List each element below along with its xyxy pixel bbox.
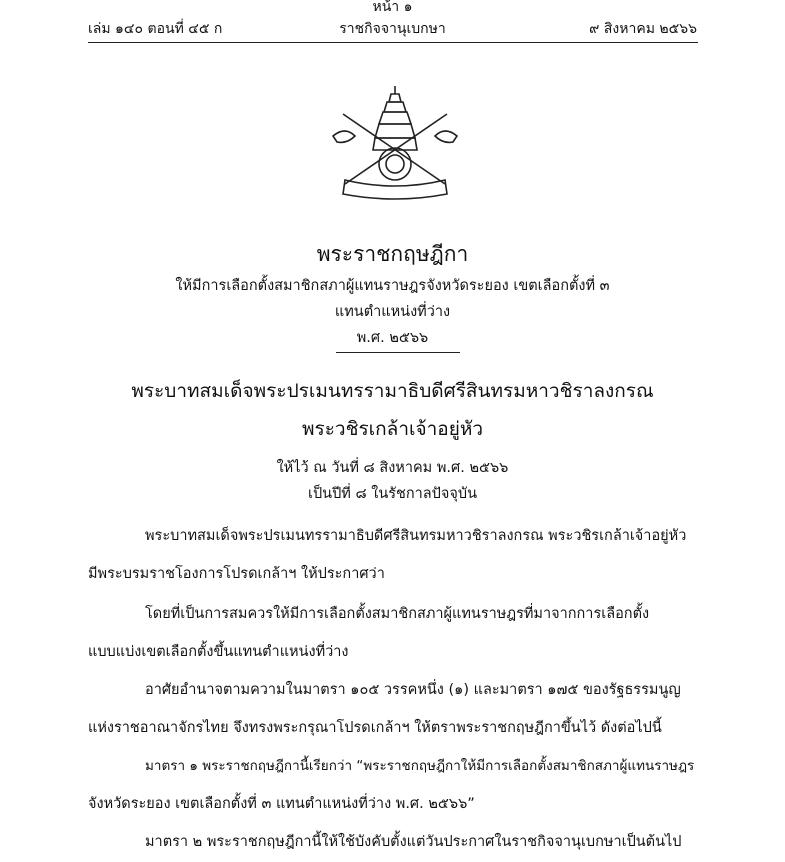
section-1-line: จังหวัดระยอง เขตเลือกตั้งที่ ๓ แทนตำแหน่งที่ว่าง พ.ศ. ๒๕๖๖” xyxy=(88,796,475,812)
section-2-line: มาตรา ๒ พระราชกฤษฎีกานี้ให้ใช้บังคับตั้งแต่วันประกาศในราชกิจจานุเบกษาเป็นต้นไป xyxy=(145,834,682,850)
body-line: พระบาทสมเด็จพระปรเมนทรรามาธิบดีศรีสินทรมหาวชิราลงกรณ พระวชิรเกล้าเจ้าอยู่หัว xyxy=(145,528,687,544)
body-line: แบบแบ่งเขตเลือกตั้งขึ้นแทนตำแหน่งที่ว่าง xyxy=(88,644,349,660)
body-line: แห่งราชอาณาจักรไทย จึงทรงพระกรุณาโปรดเกล้าฯ ให้ตราพระราชกฤษฎีกาขึ้นไว้ ดังต่อไปนี้ xyxy=(88,720,662,736)
body-line: มีพระบรมราชโองการโปรดเกล้าฯ ให้ประกาศว่า xyxy=(88,566,385,582)
king-name-line2: พระวชิรเกล้าเจ้าอยู่หัว xyxy=(301,418,484,440)
decree-title: พระราชกฤษฎีกา xyxy=(316,242,469,266)
reign-year: เป็นปีที่ ๘ ในรัชกาลปัจจุบัน xyxy=(308,486,477,502)
section-1-line: มาตรา ๑ พระราชกฤษฎีกานี้เรียกว่า “พระราชกฤษฎีกาให้มีการเลือกตั้งสมาชิกสภาผู้แทนราษฎร xyxy=(145,758,695,774)
page-number: หน้า ๑ xyxy=(372,0,413,15)
publication-date: ๙ สิงหาคม ๒๕๖๖ xyxy=(589,21,697,37)
body-line: โดยที่เป็นการสมควรให้มีการเลือกตั้งสมาชิกสภาผู้แทนราษฎรที่มาจากการเลือกตั้ง xyxy=(145,606,650,622)
header-divider xyxy=(88,42,698,43)
publication-name: ราชกิจจานุเบกษา xyxy=(339,21,446,37)
king-name-line1: พระบาทสมเด็จพระปรเมนทรรามาธิบดีศรีสินทรมหาวชิราลงกรณ xyxy=(131,380,654,402)
decree-year: พ.ศ. ๒๕๖๖ xyxy=(356,330,429,346)
body-line: อาศัยอำนาจตามความในมาตรา ๑๐๕ วรรคหนึ่ง (๑) และมาตรา ๑๗๕ ของรัฐธรรมนูญ xyxy=(145,682,681,698)
given-date: ให้ไว้ ณ วันที่ ๘ สิงหาคม พ.ศ. ๒๕๖๖ xyxy=(276,460,509,476)
decree-subtitle-line2: แทนตำแหน่งที่ว่าง xyxy=(334,304,451,320)
title-divider xyxy=(336,352,460,353)
decree-subtitle-line1: ให้มีการเลือกตั้งสมาชิกสภาผู้แทนราษฎรจังหวัดระยอง เขตเลือกตั้งที่ ๓ xyxy=(175,278,610,294)
royal-seal-emblem-icon xyxy=(325,84,465,202)
volume-info: เล่ม ๑๔๐ ตอนที่ ๔๕ ก xyxy=(88,21,223,37)
